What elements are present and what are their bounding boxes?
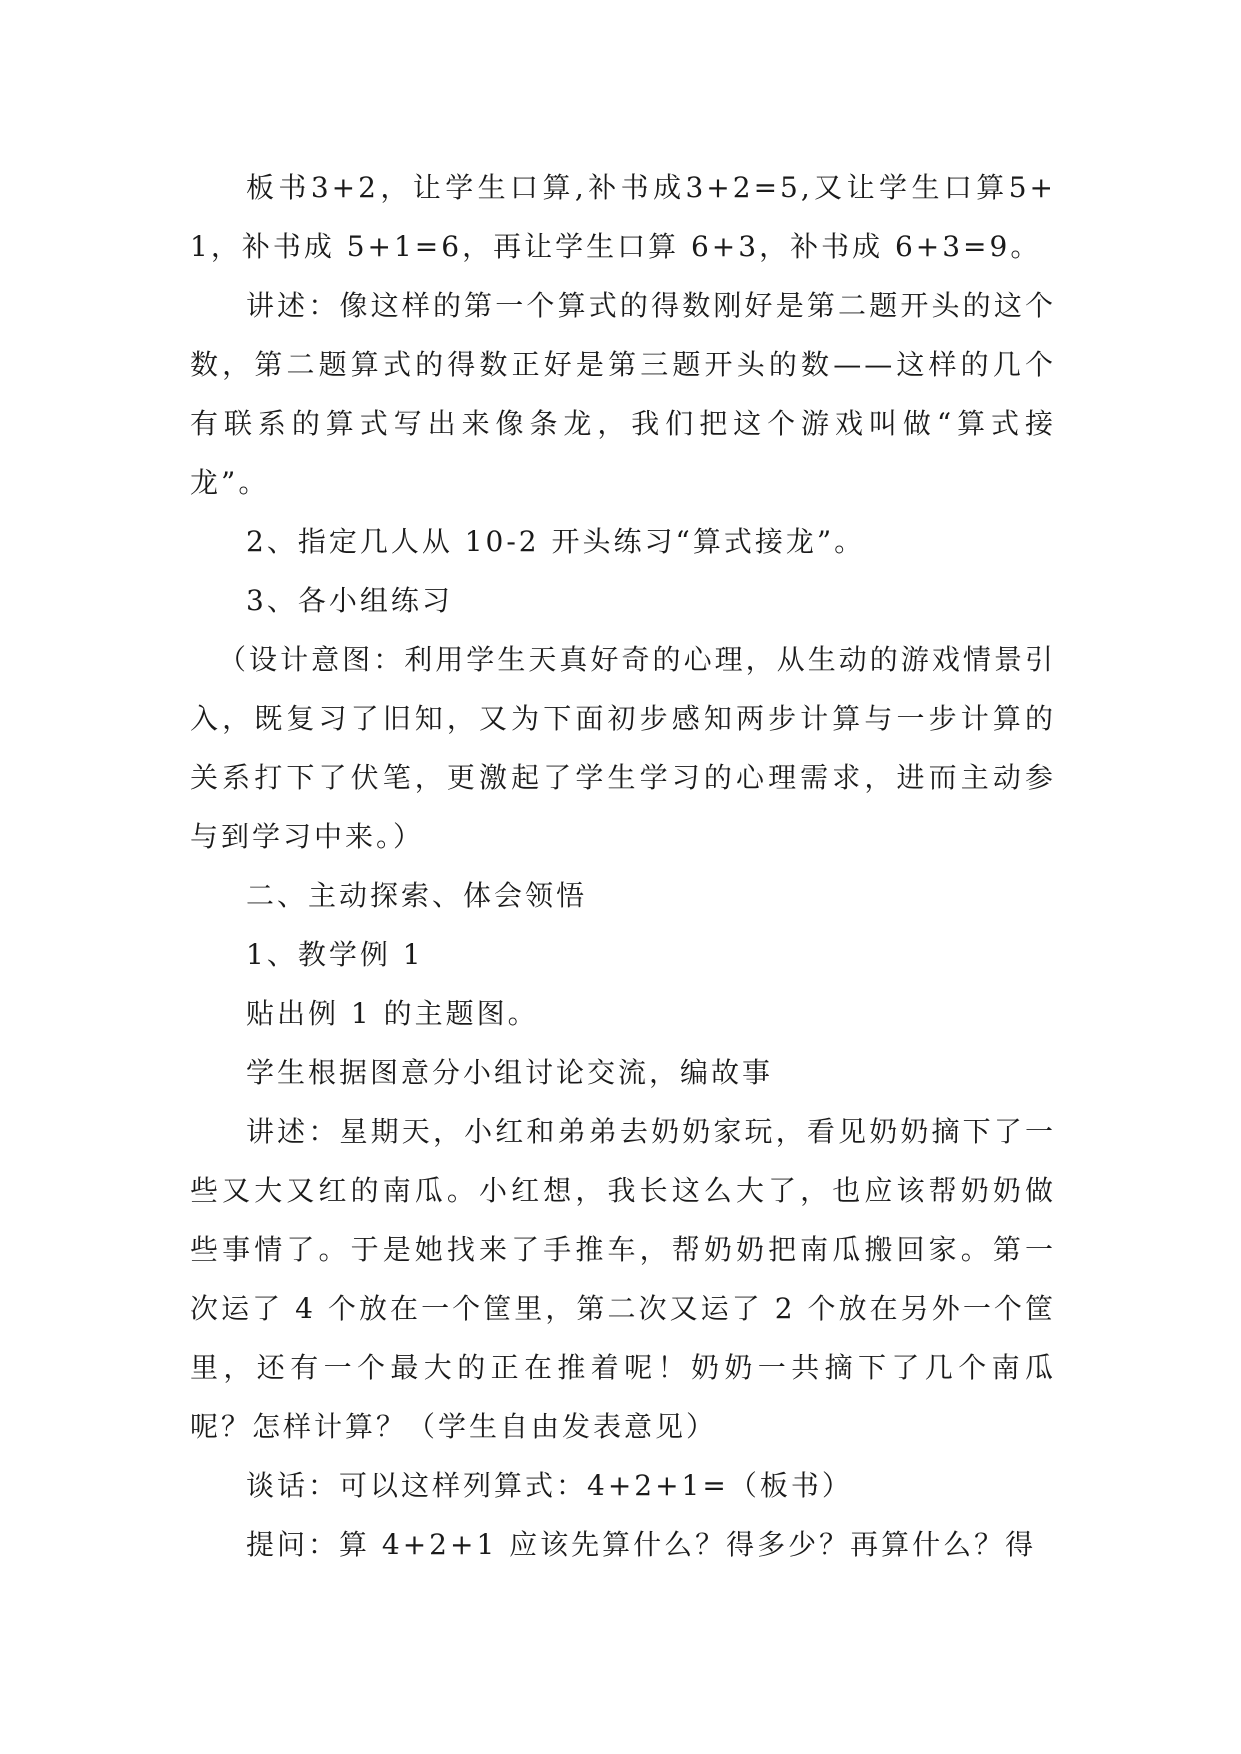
paragraph-group-discussion: 学生根据图意分小组讨论交流，编故事 bbox=[246, 1056, 774, 1089]
paragraph-talk-formula: 谈话：可以这样列算式：4+2+1=（板书） bbox=[246, 1469, 853, 1502]
paragraph-post-picture: 贴出例 1 的主题图。 bbox=[246, 997, 539, 1030]
paragraph-board-writing: 板书3+2，让学生口算,补书成3+2=5,又让学生口算5+1，补书成 5+1=6，再让学生口算 6+3，补书成 6+3=9。 bbox=[190, 171, 1056, 263]
section-heading-explore: 二、主动探索、体会领悟 bbox=[246, 879, 588, 912]
paragraph-design-intent: （设计意图：利用学生天真好奇的心理，从生动的游戏情景引入，既复习了旧知，又为下面初步感知两步计算与一步计算的关系打下了伏笔，更激起了学生学习的心理需求，进而主动参与到学习中来。） bbox=[190, 643, 1056, 853]
document-page bbox=[190, 158, 1056, 1574]
paragraph-narration-dragon: 讲述：像这样的第一个算式的得数刚好是第二题开头的这个数，第二题算式的得数正好是第三题开头的数——这样的几个有联系的算式写出来像条龙，我们把这个游戏叫做“算式接龙”。 bbox=[190, 289, 1056, 499]
paragraph-question: 提问：算 4+2+1 应该先算什么？得多少？再算什么？得 bbox=[246, 1528, 1037, 1561]
paragraph-step-2: 2、指定几人从 10-2 开头练习“算式接龙”。 bbox=[246, 525, 866, 558]
paragraph-step-3: 3、各小组练习 bbox=[246, 584, 453, 617]
paragraph-story-narration: 讲述：星期天，小红和弟弟去奶奶家玩，看见奶奶摘下了一些又大又红的南瓜。小红想，我长这么大了，也应该帮奶奶做些事情了。于是她找来了手推车，帮奶奶把南瓜搬回家。第一次运了 4 个放在一个筐里，第二次又运了 2 个放在另外一个筐里，还有一个最大的正在推着呢！奶奶一共摘下了几个南瓜呢？怎样计算？（学生自由发表意见） bbox=[190, 1115, 1056, 1443]
subheading-example-1: 1、教学例 1 bbox=[246, 938, 424, 971]
